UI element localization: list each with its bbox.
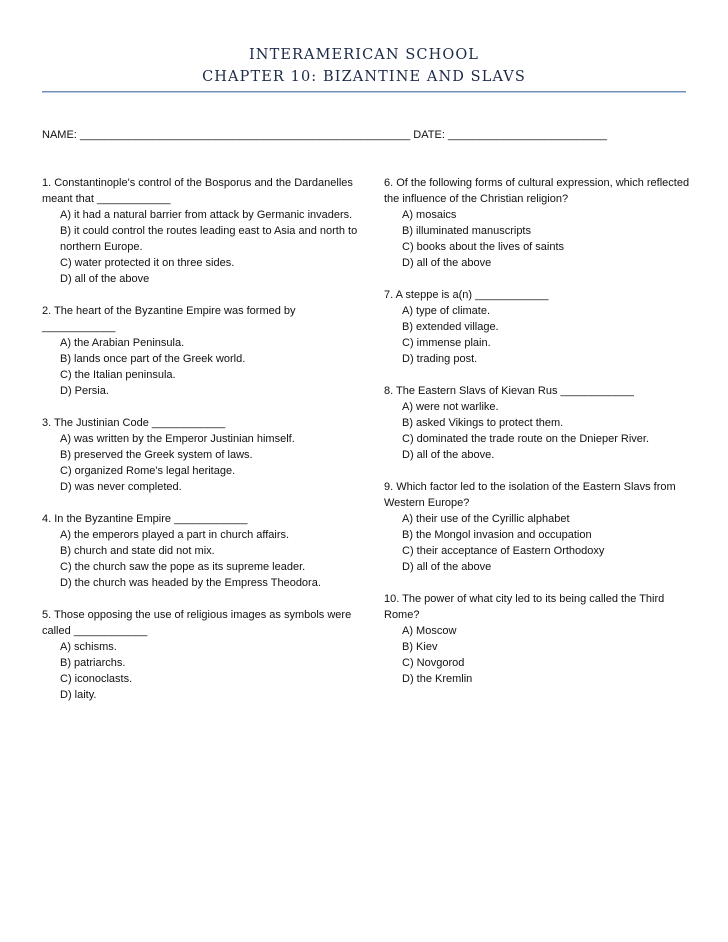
option-d: D) the Kremlin bbox=[402, 673, 473, 685]
question-stem: 10. The power of what city led to its being called the Third Rome? bbox=[384, 593, 665, 621]
question-5 bbox=[42, 607, 362, 703]
option-d: D) was never completed. bbox=[60, 481, 182, 493]
option-d: D) all of the above bbox=[60, 273, 150, 285]
option-d: D) all of the above bbox=[402, 257, 492, 269]
left-column bbox=[42, 175, 362, 703]
option-b: B) lands once part of the Greek world. bbox=[60, 353, 246, 365]
option-d: D) Persia. bbox=[60, 385, 109, 397]
name-date-line: NAME: ______________________________________________________ DATE: __________________________ bbox=[42, 129, 607, 141]
question-stem: 6. Of the following forms of cultural expression, which reflected the influence of the Christian religion? bbox=[384, 177, 690, 205]
option-c: C) water protected it on three sides. bbox=[60, 257, 235, 269]
question-3 bbox=[42, 415, 362, 495]
header-divider bbox=[42, 91, 686, 92]
option-b: B) extended village. bbox=[402, 321, 499, 333]
option-a: A) Moscow bbox=[402, 625, 457, 637]
option-c: C) immense plain. bbox=[402, 337, 491, 349]
school-name: INTERAMERICAN SCHOOL bbox=[248, 47, 480, 63]
option-a: A) were not warlike. bbox=[402, 401, 499, 413]
right-column bbox=[384, 175, 694, 687]
question-stem: 1. Constantinople's control of the Bosporus and the Dardanelles meant that ____________ bbox=[42, 177, 353, 205]
option-c: C) books about the lives of saints bbox=[402, 241, 565, 253]
question-stem: 4. In the Byzantine Empire ____________ bbox=[42, 513, 248, 525]
question-1 bbox=[42, 175, 362, 287]
question-stem: 3. The Justinian Code ____________ bbox=[42, 417, 226, 429]
question-9 bbox=[384, 479, 694, 575]
option-b: B) Kiev bbox=[402, 641, 438, 653]
worksheet-header bbox=[0, 44, 728, 88]
question-7 bbox=[384, 287, 694, 367]
chapter-title: CHAPTER 10: BIZANTINE AND SLAVS bbox=[202, 69, 526, 85]
option-b: B) asked Vikings to protect them. bbox=[402, 417, 564, 429]
option-c: C) the Italian peninsula. bbox=[60, 369, 176, 381]
option-a: A) was written by the Emperor Justinian himself. bbox=[60, 433, 295, 445]
option-c: C) their acceptance of Eastern Orthodoxy bbox=[402, 545, 605, 557]
question-stem: 9. Which factor led to the isolation of the Eastern Slavs from Western Europe? bbox=[384, 481, 676, 509]
option-d: D) all of the above bbox=[402, 561, 492, 573]
option-a: A) the Arabian Peninsula. bbox=[60, 337, 185, 349]
question-stem: 7. A steppe is a(n) ____________ bbox=[384, 289, 549, 301]
option-a: A) the emperors played a part in church affairs. bbox=[60, 529, 290, 541]
option-a: A) mosaics bbox=[402, 209, 457, 221]
option-d: D) the church was headed by the Empress Theodora. bbox=[60, 577, 321, 589]
option-d: D) laity. bbox=[60, 689, 97, 701]
option-a: A) type of climate. bbox=[402, 305, 491, 317]
option-a: A) schisms. bbox=[60, 641, 117, 653]
question-stem: 5. Those opposing the use of religious images as symbols were called ____________ bbox=[42, 609, 352, 637]
question-4 bbox=[42, 511, 362, 591]
option-d: D) trading post. bbox=[402, 353, 478, 365]
option-b: B) illuminated manuscripts bbox=[402, 225, 531, 237]
option-b: B) it could control the routes leading east to Asia and north to northern Europe. bbox=[60, 225, 358, 253]
option-c: C) iconoclasts. bbox=[60, 673, 133, 685]
option-a: A) their use of the Cyrillic alphabet bbox=[402, 513, 570, 525]
option-b: B) patriarchs. bbox=[60, 657, 126, 669]
option-b: B) church and state did not mix. bbox=[60, 545, 215, 557]
option-d: D) all of the above. bbox=[402, 449, 495, 461]
option-c: C) organized Rome's legal heritage. bbox=[60, 465, 236, 477]
question-stem: 8. The Eastern Slavs of Kievan Rus ____________ bbox=[384, 385, 634, 397]
question-10 bbox=[384, 591, 694, 687]
option-c: C) Novgorod bbox=[402, 657, 465, 669]
option-c: C) dominated the trade route on the Dnieper River. bbox=[402, 433, 650, 445]
question-8 bbox=[384, 383, 694, 463]
question-2 bbox=[42, 303, 362, 399]
question-stem: 2. The heart of the Byzantine Empire was formed by ____________ bbox=[42, 305, 296, 333]
option-b: B) the Mongol invasion and occupation bbox=[402, 529, 592, 541]
option-b: B) preserved the Greek system of laws. bbox=[60, 449, 253, 461]
option-c: C) the church saw the pope as its supreme leader. bbox=[60, 561, 306, 573]
option-a: A) it had a natural barrier from attack by Germanic invaders. bbox=[60, 209, 353, 221]
question-6 bbox=[384, 175, 694, 271]
